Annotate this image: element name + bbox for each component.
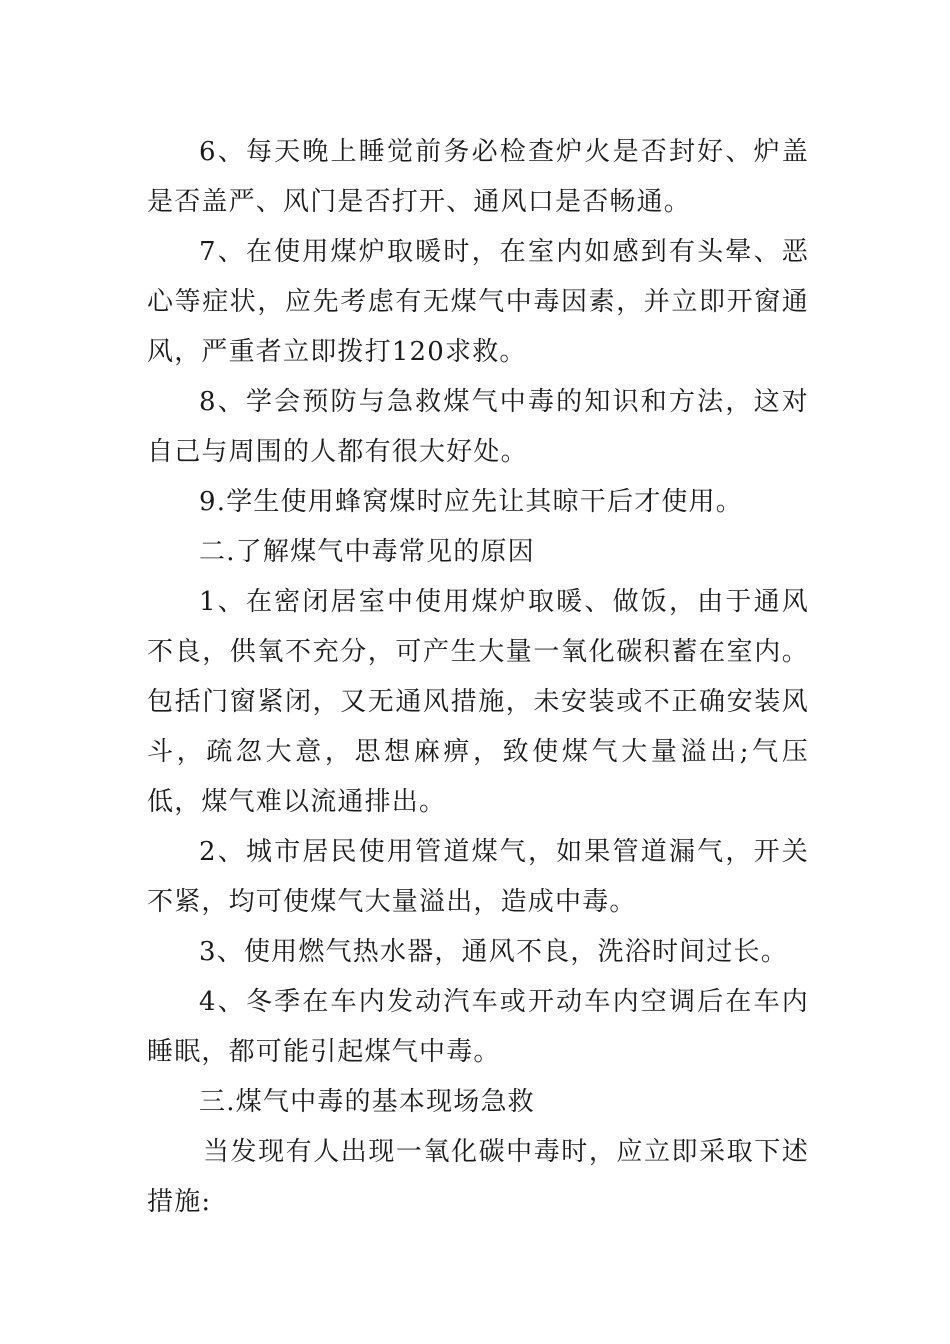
paragraph-item-9: 9.学生使用蜂窝煤时应先让其晾干后才使用。 <box>199 487 744 517</box>
paragraph-item-7: 7、在使用煤炉取暖时，在室内如感到有头晕、恶心等症状，应先考虑有无煤气中毒因素，并立即开窗通风，严重者立即拨打120求救。 <box>147 237 809 367</box>
cause-item-4: 4、冬季在车内发动汽车或开动车内空调后在车内睡眠，都可能引起煤气中毒。 <box>147 987 809 1067</box>
paragraph-item-6: 6、每天晚上睡觉前务必检查炉火是否封好、炉盖是否盖严、风门是否打开、通风口是否畅通。 <box>147 137 809 217</box>
document-body <box>147 127 809 1227</box>
cause-item-1: 1、在密闭居室中使用煤炉取暖、做饭，由于通风不良，供氧不充分，可产生大量一氧化碳积蓄在室内。包括门窗紧闭，又无通风措施，未安装或不正确安装风斗，疏忽大意，思想麻痹，致使煤气大量溢出;气压低，煤气难以流通排出。 <box>147 587 809 817</box>
cause-item-2: 2、城市居民使用管道煤气，如果管道漏气，开关不紧，均可使煤气大量溢出，造成中毒。 <box>147 837 809 917</box>
cause-item-3: 3、使用燃气热水器，通风不良，洗浴时间过长。 <box>199 937 788 967</box>
paragraph-item-8: 8、学会预防与急救煤气中毒的知识和方法，这对自己与周围的人都有很大好处。 <box>147 387 809 467</box>
section-heading-3: 三.煤气中毒的基本现场急救 <box>199 1087 535 1117</box>
intro-paragraph: 当发现有人出现一氧化碳中毒时，应立即采取下述措施: <box>147 1137 809 1217</box>
section-heading-2: 二.了解煤气中毒常见的原因 <box>199 537 535 567</box>
